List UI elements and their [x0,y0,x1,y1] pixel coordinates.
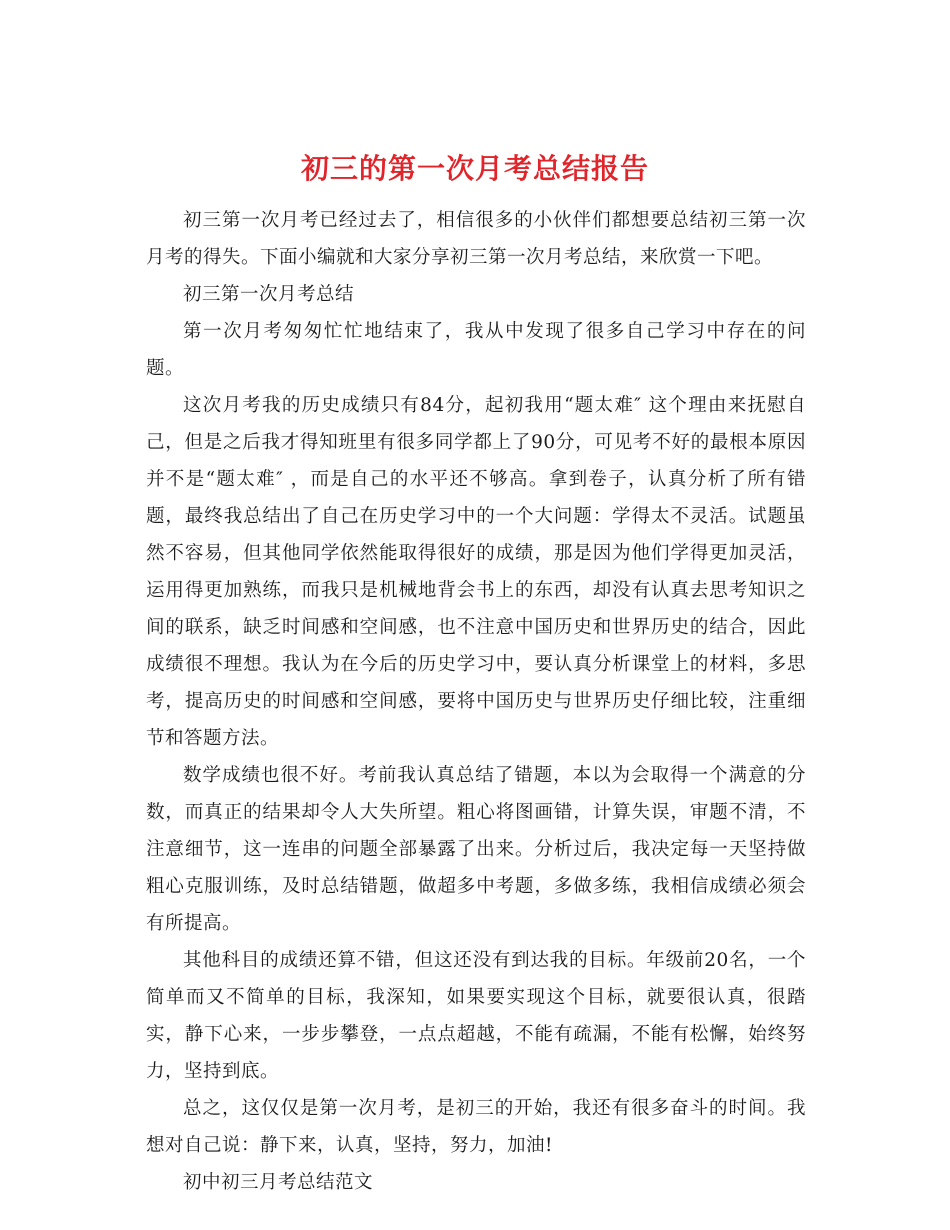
document-body [146,202,806,1201]
intro-paragraph: 初三第一次月考已经过去了，相信很多的小伙伴们都想要总结初三第一次月考的得失。下面小编就和大家分享初三第一次月考总结，来欣赏一下吧。 [146,210,806,268]
other-subjects-paragraph: 其他科目的成绩还算不错，但这还没有到达我的目标。年级前20名，一个简单而又不简单的目标，我深知，如果要实现这个目标，就要很认真，很踏实，静下心来，一步步攀登，一点点超越，不能有疏漏，不能有松懈，始终努力，坚持到底。 [146,950,806,1082]
conclusion-paragraph: 总之，这仅仅是第一次月考，是初三的开始，我还有很多奋斗的时间。我想对自己说：静下来，认真，坚持，努力，加油! [146,1098,806,1156]
document-title: 初三的第一次月考总结报告 [300,151,649,185]
section-heading: 初三第一次月考总结 [183,284,355,305]
body-paragraph: 第一次月考匆匆忙忙地结束了，我从中发现了很多自己学习中存在的问题。 [146,321,806,379]
history-paragraph: 这次月考我的历史成绩只有84分，起初我用“题太难″ 这个理由来抚慰自己，但是之后我才得知班里有很多同学都上了90分，可见考不好的最根本原因并不是“题太难″ ，而是自己的水平还不够高。拿到卷子，认真分析了所有错题，最终我总结出了自己在历史学习中的一个大问题：学得太不灵活。试题虽然不容易，但其他同学依然能取得很好的成绩，那是因为他们学得更加灵活，运用得更加熟练，而我只是机械地背会书上的东西，却没有认真去思考知识之间的联系，缺乏时间感和空间感，也不注意中国历史和世界历史的结合，因此成绩很不理想。我认为在今后的历史学习中，要认真分析课堂上的材料，多思考，提高历史的时间感和空间感，要将中国历史与世界历史仔细比较，注重细节和答题方法。 [146,395,806,749]
section-heading: 初中初三月考总结范文 [183,1172,374,1193]
math-paragraph: 数学成绩也很不好。考前我认真总结了错题，本以为会取得一个满意的分数，而真正的结果却令人大失所望。粗心将图画错，计算失误，审题不清，不注意细节，这一连串的问题全部暴露了出来。分析过后，我决定每一天坚持做粗心克服训练，及时总结错题，做超多中考题，多做多练，我相信成绩必须会有所提高。 [146,765,806,934]
